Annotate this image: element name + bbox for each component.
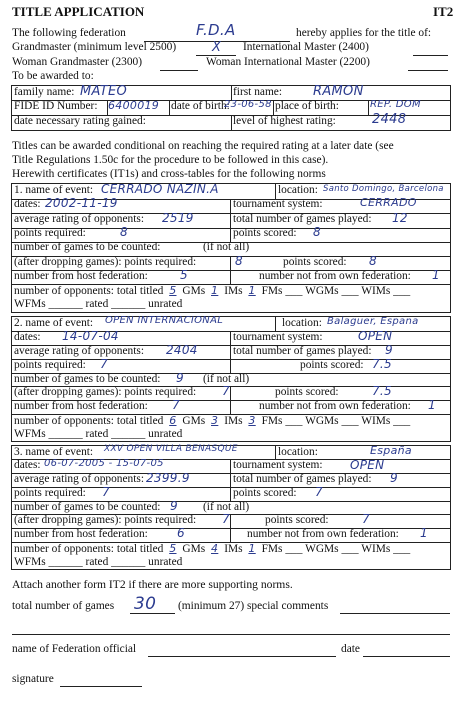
event-3-notall: (if not all) — [203, 501, 250, 513]
event-2-titled-row: number of opponents: total titled 6 GMs 3 IMs 3 FMs ___ WGMs ___ WIMs ___ — [14, 414, 411, 427]
event-2-avg-label: average rating of opponents: — [14, 345, 144, 357]
event-2-after-scored-label: points scored: — [275, 386, 339, 398]
official-label: name of Federation official — [12, 643, 137, 655]
wfms-label: WFMs — [14, 556, 46, 568]
event-2-total-label: total number of games played: — [233, 345, 372, 357]
event-3-dates: 06-07-2005 - 15-07-05 — [44, 458, 164, 469]
event-3-name: XXV OPEN VILLA BENASQUE — [104, 444, 238, 454]
event-1-after-req: 8 — [235, 254, 243, 268]
event-1-location-label: location: — [278, 184, 318, 196]
wims-label: WIMs — [361, 285, 391, 297]
titled-label: number of opponents: total titled — [14, 543, 164, 555]
attach-note: Attach another form IT2 if there are more supporting norms. — [12, 578, 293, 591]
event-1-titled: 5 — [169, 284, 177, 297]
family-name-value: MATEO — [80, 84, 128, 99]
event-2-dates: 14-07-04 — [62, 329, 119, 343]
date-label: date — [341, 643, 360, 655]
event-2-after-req: 7 — [222, 384, 230, 398]
event-3-notown-label: number not from own federation: — [247, 528, 399, 540]
event-1-wfms-row: WFMs ______ rated ______ unrated — [14, 298, 183, 310]
wgms-label: WGMs — [305, 543, 339, 555]
ims-label: IMs — [224, 285, 243, 297]
event-3-gms: 4 — [211, 542, 219, 555]
gms-label: GMs — [182, 285, 206, 297]
special-comments-label: (minimum 27) special comments — [178, 600, 329, 612]
ims-label: IMs — [224, 543, 243, 555]
event-1-after-scored: 8 — [369, 254, 377, 268]
event-2-scored-label: points scored: — [300, 359, 364, 371]
event-3-dates-label: dates: — [14, 459, 41, 471]
event-2-scored: 7.5 — [372, 357, 392, 371]
event-1-scored-label: points scored: — [233, 227, 297, 239]
event-2-avg: 2404 — [166, 343, 198, 357]
paragraph-line1: Titles can be awarded conditional on reaching the required rating at a later date (see — [12, 140, 394, 152]
event-1-ims: 1 — [248, 284, 256, 297]
wfms-label: WFMs — [14, 428, 46, 440]
event-1-dates: 2002-11-19 — [45, 196, 118, 210]
event-1-avg: 2519 — [162, 211, 194, 225]
event-2-host-label: number from host federation: — [14, 400, 148, 412]
event-2-gms: 3 — [211, 414, 219, 427]
gms-label: GMs — [182, 415, 206, 427]
event-3-titled-row: number of opponents: total titled 5 GMs 4 IMs 1 FMs ___ WGMs ___ WIMs ___ — [14, 542, 411, 555]
event-3-scored-label: points scored: — [233, 487, 297, 499]
event-3-host-label: number from host federation: — [14, 528, 148, 540]
event-2-host: 7 — [172, 398, 180, 412]
event-3-total-label: total number of games played: — [233, 473, 372, 485]
total-games-value: 30 — [134, 594, 157, 614]
event-2-counted: 9 — [176, 371, 184, 385]
event-2-ims: 3 — [248, 414, 256, 427]
ims-label: IMs — [224, 415, 243, 427]
event-3-location: España — [370, 444, 412, 457]
rated-label: rated — [85, 298, 109, 310]
event-1-req-label: points required: — [14, 227, 86, 239]
awarded-to-label: To be awarded to: — [12, 70, 94, 82]
level-rating-label: level of highest rating: — [233, 115, 336, 127]
event-2-total: 9 — [385, 343, 393, 357]
event-1-notown-label: number not from own federation: — [259, 270, 411, 282]
event-2-name-label: name of event: — [25, 317, 94, 329]
im-option: International Master (2400) — [243, 41, 369, 53]
wgms-label: WGMs — [305, 285, 339, 297]
wims-label: WIMs — [361, 415, 391, 427]
event-2-num: 2. — [14, 317, 23, 329]
event-3-host: 6 — [177, 526, 185, 540]
event-2-req: 7 — [100, 357, 108, 371]
event-2-system-label: tournament system: — [233, 331, 323, 343]
event-3-wfms-row: WFMs ______ rated ______ unrated — [14, 556, 183, 568]
wgms-label: WGMs — [305, 415, 339, 427]
event-1-req: 8 — [120, 225, 128, 239]
event-2-req-label: points required: — [14, 359, 86, 371]
event-3-after-scored-label: points scored: — [265, 514, 329, 526]
event-3-req-label: points required: — [14, 487, 86, 499]
titled-label: number of opponents: total titled — [14, 415, 164, 427]
wim-option: Woman International Master (2200) — [206, 56, 370, 68]
event-2-location: Balaguer, Espana — [327, 316, 419, 327]
fms-label: FMs — [261, 543, 283, 555]
event-3-ims: 1 — [248, 542, 256, 555]
event-3-scored: 7 — [315, 485, 323, 499]
event-3-after-scored: 7 — [362, 512, 370, 526]
event-2-after-scored: 7.5 — [372, 384, 392, 398]
event-1-counted-label: number of games to be counted: — [14, 241, 161, 253]
event-2-notown-label: number not from own federation: — [259, 400, 411, 412]
total-games-label: total number of games — [12, 600, 115, 612]
event-1-name: CERRADO NAZIN.A — [101, 182, 219, 196]
event-1-after-label: (after dropping games): points required: — [14, 256, 197, 268]
intro-line1-pre: The following federation — [12, 27, 126, 39]
event-2-titled: 6 — [169, 414, 177, 427]
event-3-num: 3. — [14, 446, 23, 458]
event-1-name-label: name of event: — [25, 184, 94, 196]
rated-label: rated — [85, 556, 109, 568]
rated-label: rated — [85, 428, 109, 440]
fide-id-label: FIDE ID Number: — [14, 100, 98, 112]
event-2-dates-label: dates: — [14, 331, 41, 343]
event-2-location-label: location: — [282, 317, 322, 329]
event-1-location: Santo Domingo, Barcelona — [323, 184, 444, 194]
event-3-after-req: 7 — [222, 512, 230, 526]
fms-label: FMs — [261, 415, 283, 427]
event-1-avg-label: average rating of opponents: — [14, 213, 144, 225]
event-3-req: 7 — [102, 485, 110, 499]
event-1-system: CERRADO — [360, 196, 417, 209]
event-1-notall: (if not all) — [203, 241, 250, 253]
event-1-dates-label: dates: — [14, 198, 41, 210]
event-3-total: 9 — [390, 471, 398, 485]
titled-label: number of opponents: total titled — [14, 285, 164, 297]
event-2-notall: (if not all) — [203, 373, 250, 385]
event-3-counted: 9 — [170, 499, 178, 513]
event-2-wfms-row: WFMs ______ rated ______ unrated — [14, 428, 183, 440]
event-3-avg-label: average rating of opponents: — [14, 473, 144, 485]
event-2-counted-label: number of games to be counted: — [14, 373, 161, 385]
event-2-system: OPEN — [358, 329, 393, 343]
event-2-name: OPEN INTERNACIONAL — [105, 315, 224, 326]
intro-line1-post: hereby applies for the title of: — [296, 27, 432, 39]
first-name-label: first name: — [233, 86, 283, 98]
event-3-name-label: name of event: — [25, 446, 94, 458]
event-2-after-label: (after dropping games): points required: — [14, 386, 197, 398]
dob-value: 23-06-58 — [224, 99, 272, 110]
event-1-host-label: number from host federation: — [14, 270, 148, 282]
event-3-titled: 5 — [169, 542, 177, 555]
unrated-label: unrated — [148, 428, 183, 440]
event-3-location-label: location: — [278, 446, 318, 458]
unrated-label: unrated — [148, 556, 183, 568]
event-1-after-scored-label: points scored: — [283, 256, 347, 268]
form-code: IT2 — [433, 4, 454, 19]
date-rating-label: date necessary rating gained: — [14, 115, 146, 127]
event-3-system-label: tournament system: — [233, 459, 323, 471]
gms-label: GMs — [182, 543, 206, 555]
pob-value: REP. DOM — [370, 99, 421, 110]
family-name-label: family name: — [14, 86, 75, 98]
fide-id-value: 6400019 — [108, 99, 160, 112]
first-name-value: RAMON — [313, 84, 364, 99]
event-1-total-label: total number of games played: — [233, 213, 372, 225]
paragraph-line2: Title Regulations 1.50c for the procedure to be followed in this case). — [12, 154, 329, 166]
event-1-host: 5 — [180, 268, 188, 282]
event-3-avg: 2399.9 — [146, 471, 190, 485]
gm-option: Grandmaster (minimum level 2500) — [12, 41, 177, 53]
fms-label: FMs — [261, 285, 283, 297]
event-3-counted-label: number of games to be counted: — [14, 501, 161, 513]
level-rating-value: 2448 — [372, 112, 407, 127]
event-1-notown: 1 — [432, 268, 440, 282]
event-3-system: OPEN — [350, 458, 385, 472]
form-title: TITLE APPLICATION — [12, 4, 145, 19]
event-1-scored: 8 — [313, 225, 321, 239]
event-1-titled-row: number of opponents: total titled 5 GMs 1 IMs 1 FMs ___ WGMs ___ WIMs ___ — [14, 284, 411, 297]
wfms-label: WFMs — [14, 298, 46, 310]
unrated-label: unrated — [148, 298, 183, 310]
gm-mark: X — [212, 40, 222, 55]
event-1-gms: 1 — [211, 284, 219, 297]
event-1-num: 1. — [14, 184, 23, 196]
wims-label: WIMs — [361, 543, 391, 555]
event-2-notown: 1 — [428, 398, 436, 412]
federation-value: F.D.A — [196, 21, 236, 39]
event-3-notown: 1 — [420, 526, 428, 540]
event-1-system-label: tournament system: — [233, 198, 323, 210]
pob-label: place of birth: — [275, 100, 339, 112]
paragraph-line3: Herewith certificates (IT1s) and cross-tables for the following norms — [12, 168, 326, 180]
wgm-option: Woman Grandmaster (2300) — [12, 56, 143, 68]
event-1-total: 12 — [392, 211, 408, 225]
signature-label: signature — [12, 673, 54, 685]
event-3-after-label: (after dropping games): points required: — [14, 514, 197, 526]
dob-label: date of birth: — [171, 100, 230, 112]
